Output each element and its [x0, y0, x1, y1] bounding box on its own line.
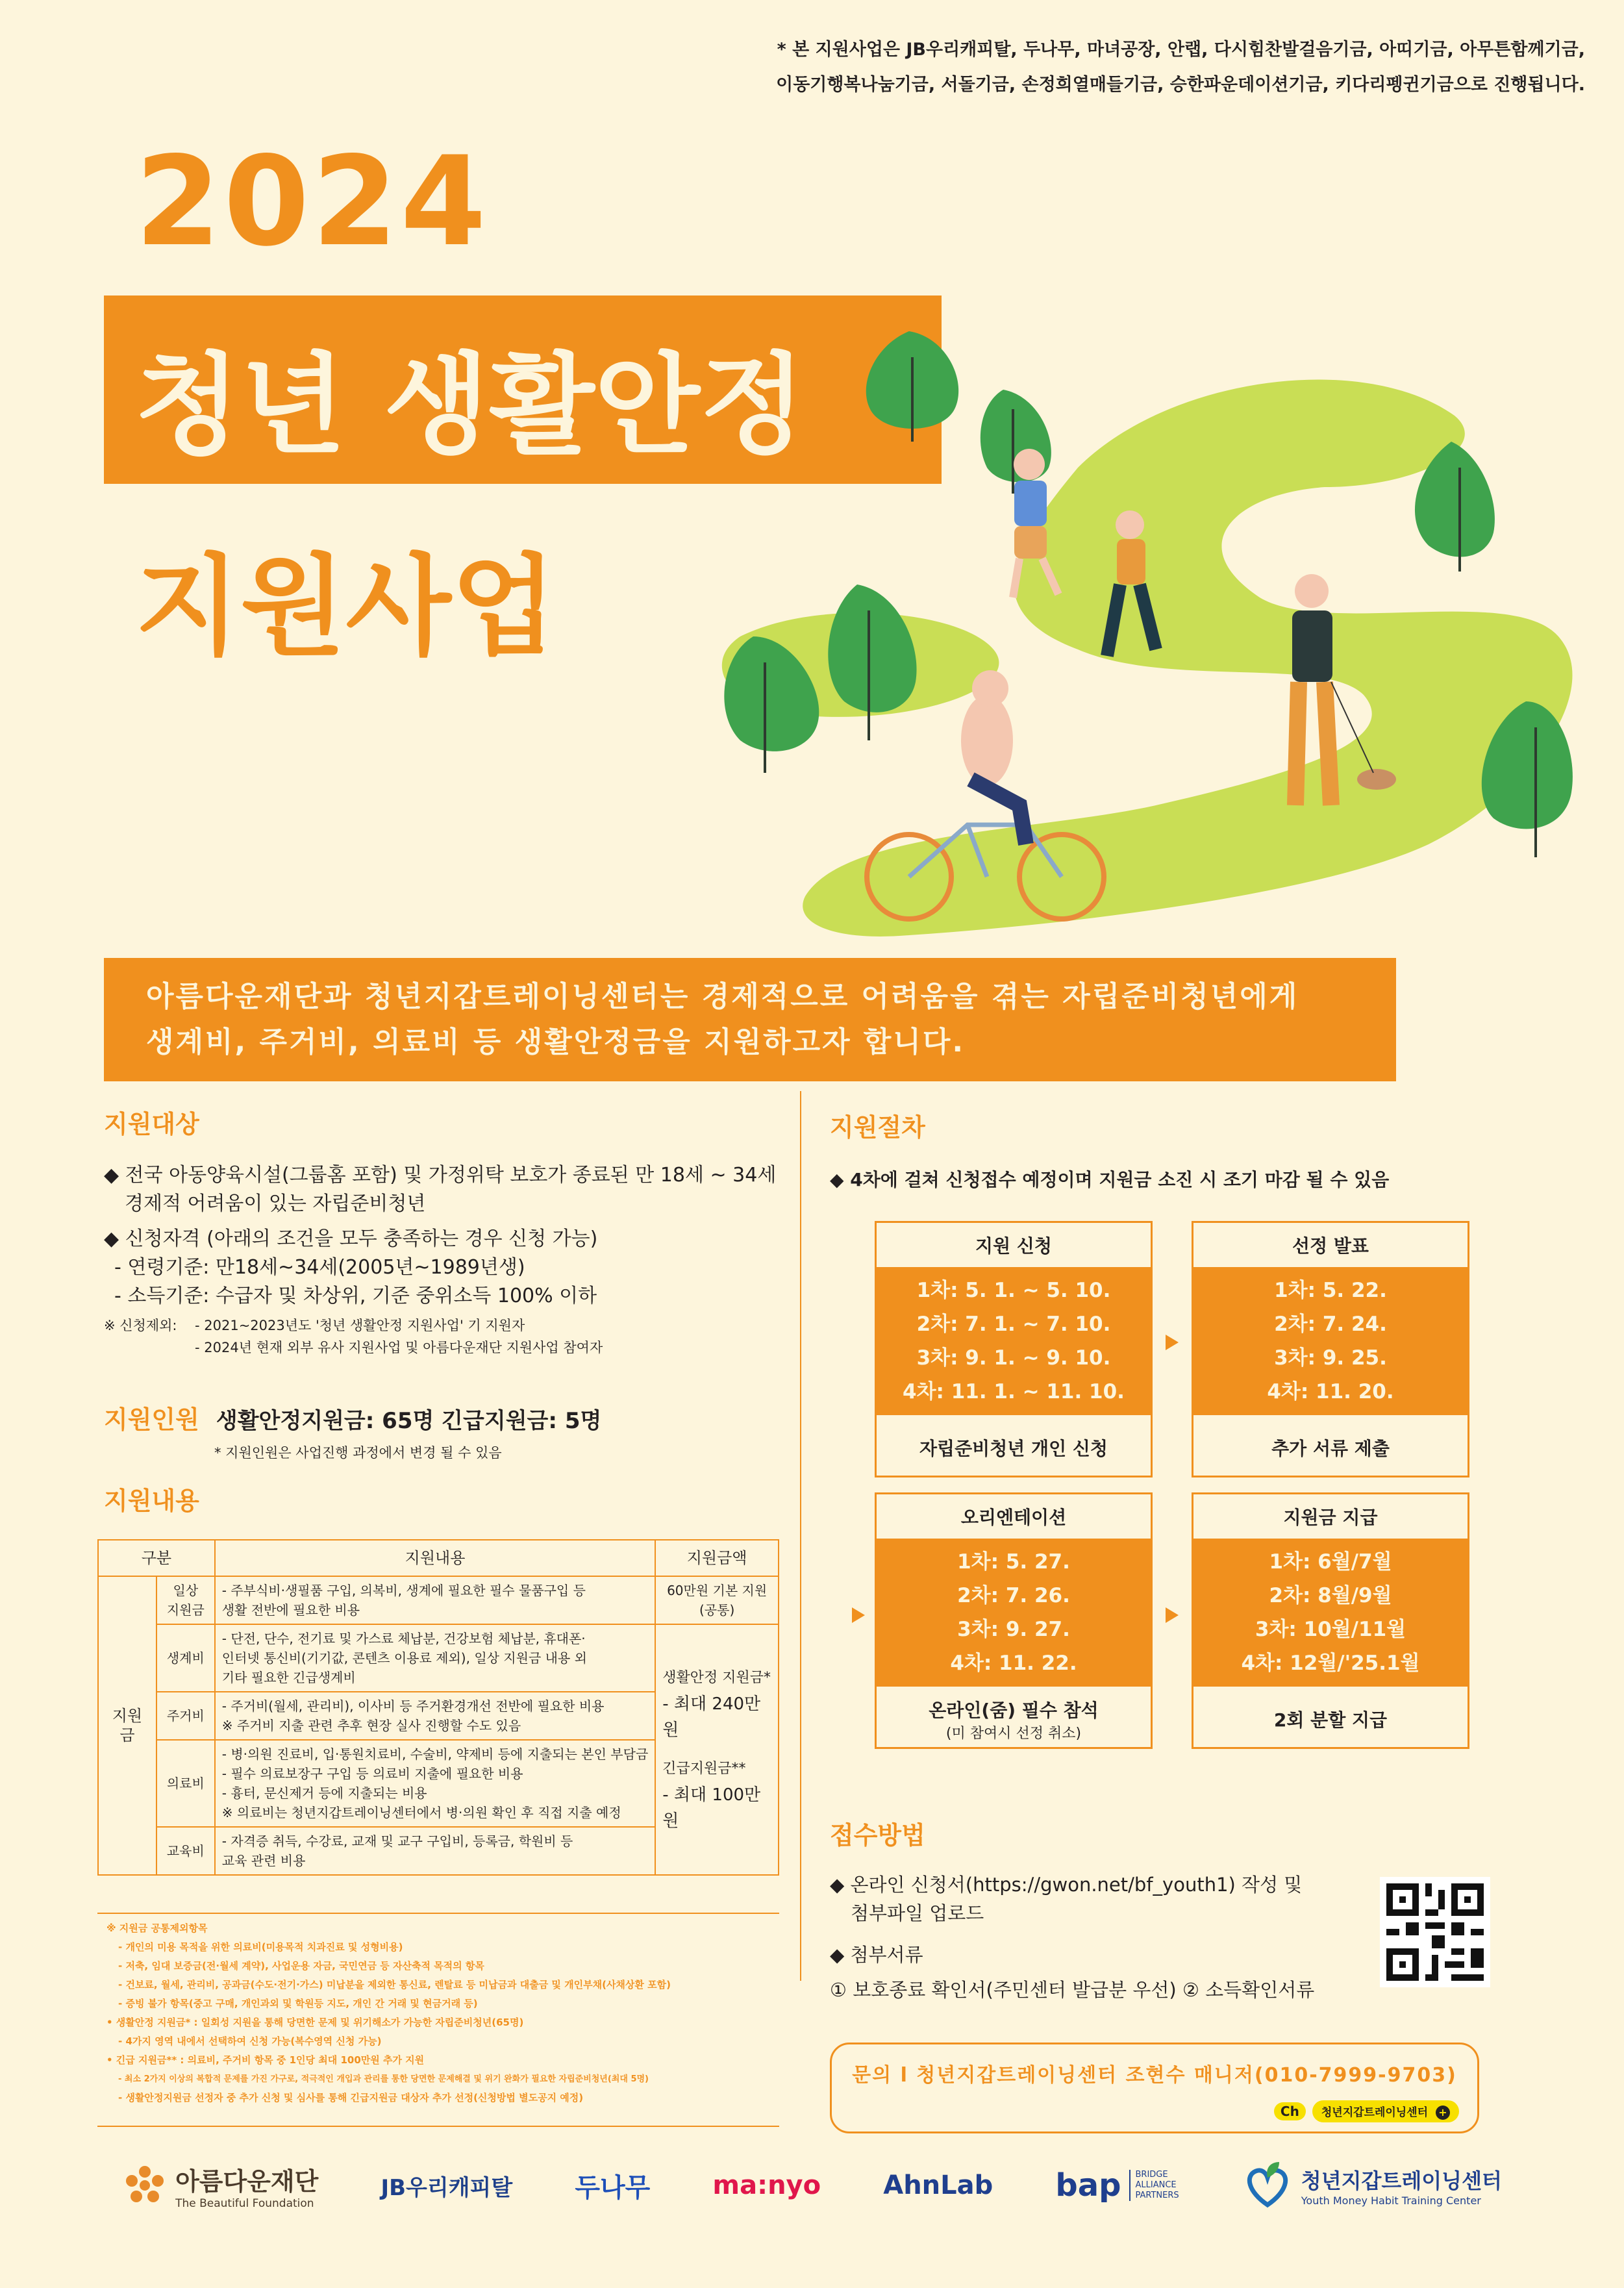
note-line: - 저축, 임대 보증금(전·월세 계약), 사업운용 자금, 국민연금 등 자산축적 목적의 항목: [118, 1960, 484, 1972]
note-line: ※ 지원금 공통제외항목: [106, 1922, 208, 1934]
exclude-label: ※ 신청제외:: [104, 1318, 177, 1333]
table-header: 구분: [98, 1540, 215, 1576]
exclusion-notes: [97, 1913, 779, 2127]
step-foot: 추가 서류 제출: [1271, 1438, 1390, 1459]
row-category: 교육비: [156, 1827, 215, 1875]
exclude-line2: - 2024년 현재 외부 유사 지원사업 및 아름다운재단 지원사업 참여자: [195, 1340, 603, 1355]
step-foot: [877, 1687, 1151, 1752]
step-schedule: [877, 1539, 1151, 1687]
step-schedule: [877, 1267, 1151, 1415]
step-line: 4차: 11. 20.: [1267, 1380, 1394, 1403]
table-header: 지원금액: [655, 1540, 779, 1576]
apply-docs-title: ◆ 첨부서류: [830, 1944, 923, 1966]
step-line: 1차: 5. 1. ~ 5. 10.: [916, 1279, 1111, 1302]
title-line1: 청년 생활안정: [135, 342, 806, 469]
amount-cell: [655, 1624, 779, 1875]
tree-icon: [866, 331, 958, 442]
contact-text: 문의 l 청년지갑트레이닝센터 조현수 매니저(010-7999-9703): [852, 2064, 1457, 2087]
table-row: [98, 1624, 779, 1692]
table-header: 지원내용: [215, 1540, 656, 1576]
target-item2: ◆ 신청자격 (아래의 조건을 모두 충족하는 경우 신청 가능): [104, 1227, 598, 1250]
note-line: - 생활안정지원금 선정자 중 추가 신청 및 심사를 통해 긴급지원금 대상자 추가 선정(신청방법 별도공지 예정): [118, 2092, 584, 2104]
step-line: 2차: 7. 26.: [957, 1584, 1070, 1607]
sponsor-note-line1: * 본 지원사업은 JB우리캐피탈, 두나무, 마녀공장, 안랩, 다시힘찬발걸음기금, 아띠기금, 아무튼함께기금,: [777, 40, 1585, 60]
step-line: 1차: 5. 22.: [1274, 1279, 1387, 1302]
logo-subtext: The Beautiful Foundation: [175, 2196, 314, 2210]
table-header-row: [98, 1540, 779, 1576]
kakao-channel[interactable]: [1274, 2100, 1459, 2122]
note-line: • 생활안정 지원금* : 일회성 지원을 통해 당면한 문제 및 위기해소가 가능한 자립준비청년(65명): [106, 2017, 524, 2028]
row-desc: - 단전, 단수, 전기료 및 가스료 체납분, 건강보험 체납분, 휴대폰· 인터넷 통신비(기기값, 콘텐츠 이용료 제외), 일상 지원금 내용 외 기타 필요한 긴급생계비: [215, 1624, 656, 1692]
amount-urgent-max: - 최대 100만원: [662, 1785, 761, 1831]
target-item1: ◆ 전국 아동양육시설(그룹홈 포함) 및 가정위탁 보호가 종료된 만 18세 ~ 34세: [104, 1164, 777, 1187]
row-category: 주거비: [156, 1692, 215, 1740]
target-income: - 소득기준: 수급자 및 차상위, 기준 중위소득 100% 이하: [114, 1285, 597, 1307]
manyo-logo: ma:nyo: [712, 2170, 821, 2200]
row-desc: - 자격증 취득, 수강료, 교재 및 교구 구입비, 등록금, 학원비 등 교육 관련 비용: [215, 1827, 656, 1875]
step-schedule: [1193, 1539, 1468, 1687]
logo-subtext: BRIDGE ALLIANCE PARTNERS: [1129, 2170, 1179, 2201]
step-head: 지원금 지급: [1283, 1507, 1378, 1528]
step-apply: [875, 1221, 1153, 1477]
step-foot-note: (미 참여시 선정 취소): [945, 1725, 1082, 1742]
target-section: [104, 1161, 779, 1359]
personnel-title: 지원인원: [104, 1405, 199, 1434]
bap-logo: [1055, 2167, 1179, 2204]
target-title: 지원대상: [104, 1110, 199, 1138]
apply-online-cont: 첨부파일 업로드: [851, 1902, 984, 1924]
row-category: 생계비: [156, 1624, 215, 1692]
support-table: [97, 1539, 779, 1876]
arrow-right-icon: [852, 1607, 865, 1623]
row-desc: - 주부식비·생필품 구입, 의복비, 생계에 필요한 필수 물품구입 등 생활 전반에 필요한 비용: [215, 1576, 656, 1624]
step-head: 선정 발표: [1292, 1235, 1369, 1257]
note-line: - 증빙 불가 항목(중고 구매, 개인과외 및 학원등 지도, 개인 간 거래 및 현금거래 등): [118, 1998, 478, 2009]
logo-text: 아름다운재단: [175, 2167, 319, 2196]
row-category: 일상 지원금: [156, 1576, 215, 1624]
logo-text: bap: [1055, 2167, 1121, 2204]
column-divider: [800, 1091, 801, 1981]
step-line: 3차: 9. 27.: [957, 1618, 1070, 1641]
channel-button[interactable]: [1312, 2100, 1459, 2122]
group-label: 지원금: [98, 1576, 156, 1875]
apply-docs: ① 보호종료 확인서(주민센터 발급분 우선) ② 소득확인서류: [830, 1979, 1315, 2001]
row-category: 의료비: [156, 1740, 215, 1827]
content-title: 지원내용: [104, 1487, 199, 1515]
year-title: 2024: [135, 130, 489, 273]
intro-line2: 생계비, 주거비, 의료비 등 생활안정금을 지원하고자 합니다.: [146, 1025, 966, 1059]
intro-text: [146, 974, 1380, 1065]
dunamu-logo: 두나무: [575, 2172, 651, 2203]
step-line: 3차: 9. 1. ~ 9. 10.: [916, 1346, 1111, 1370]
note-line: - 개인의 미용 목적을 위한 의료비(미용목적 치과진료 및 성형비용): [118, 1941, 403, 1953]
arrow-right-icon: [1166, 1335, 1179, 1350]
step-foot: 자립준비청년 개인 신청: [919, 1438, 1108, 1459]
logo-subtext: Youth Money Habit Training Center: [1301, 2194, 1481, 2207]
step-line: 1차: 5. 27.: [957, 1550, 1070, 1574]
amount-life: 생활안정 지원금*: [662, 1670, 771, 1686]
ahnlab-logo: AhnLab: [883, 2170, 993, 2200]
procedure-title: 지원절차: [830, 1113, 925, 1142]
procedure-note: ◆ 4차에 걸쳐 신청접수 예정이며 지원금 소진 시 조기 마감 될 수 있음: [830, 1169, 1390, 1190]
step-foot: 2회 분할 지급: [1273, 1709, 1388, 1731]
contact-box: [830, 2043, 1479, 2133]
personnel-note: * 지원인원은 사업진행 과정에서 변경 될 수 있음: [214, 1445, 502, 1461]
step-line: 2차: 7. 24.: [1274, 1313, 1387, 1336]
jb-logo: JB우리캐피탈: [381, 2174, 513, 2201]
note-line: • 긴급 지원금** : 의료비, 주거비 항목 중 1인당 최대 100만원 추가 지원: [106, 2054, 425, 2066]
apply-title: 접수방법: [830, 1821, 925, 1850]
heart-leaf-icon: [1242, 2159, 1293, 2211]
channel-icon: Ch: [1274, 2102, 1306, 2120]
step-line: 4차: 12월/'25.1월: [1241, 1652, 1420, 1675]
sponsor-note: [676, 32, 1585, 103]
sponsor-logos: [0, 2146, 1624, 2224]
amount-life-max: - 최대 240만원: [662, 1694, 761, 1740]
step-orientation: [875, 1492, 1153, 1749]
plus-icon: +: [1436, 2106, 1450, 2120]
step-foot-line: 온라인(줌) 필수 참석: [929, 1699, 1099, 1721]
row-desc: - 주거비(월세, 관리비), 이사비 등 주거환경개선 전반에 필요한 비용 ※ 주거비 지출 관련 추후 현장 실사 진행할 수도 있음: [215, 1692, 656, 1740]
step-announce: [1192, 1221, 1469, 1477]
intro-line1: 아름다운재단과 청년지갑트레이닝센터는 경제적으로 어려움을 겪는 자립준비청년에게: [146, 980, 1299, 1013]
step-head: 오리엔테이션: [960, 1507, 1067, 1528]
target-item1-cont: 경제적 어려움이 있는 자립준비청년: [125, 1192, 426, 1215]
apply-section: [830, 1870, 1362, 2004]
title-line2: 지원사업: [135, 543, 557, 670]
flower-icon: [122, 2163, 168, 2208]
row-desc: - 병·의원 진료비, 입·통원치료비, 수술비, 약제비 등에 지출되는 본인 부담금 - 필수 의료보장구 구입 등 의료비 지출에 필요한 비용 - 흉터, 문신제거 등에 지출되는 비용 ※ 의료비는 청년지갑트레이닝센터에서 병·의원 확인 후 직접 지출 예정: [215, 1740, 656, 1827]
sponsor-note-line2: 이동기행복나눔기금, 서돌기금, 손정희열매들기금, 승한파운데이션기금, 키다리펭귄기금으로 진행됩니다.: [776, 75, 1585, 95]
note-line: - 건보료, 월세, 관리비, 공과금(수도·전기·가스) 미납분을 제외한 통신료, 렌탈료 등 미납금과 대출금 및 개인부채(사채상환 포함): [118, 1979, 671, 1991]
note-line: - 최소 2가지 이상의 복합적 문제를 가진 가구로, 적극적인 개입과 관리를 통한 당면한 문제해결 및 위기 완화가 필요한 자립준비청년(최대 5명): [118, 2074, 649, 2084]
personnel-value: 생활안정지원금: 65명 긴급지원금: 5명: [216, 1408, 602, 1434]
row-amount: 60만원 기본 지원 (공통): [655, 1576, 779, 1624]
target-exclude: [104, 1314, 779, 1359]
tree-icon: [981, 390, 1051, 494]
step-schedule: [1193, 1267, 1468, 1415]
step-line: 3차: 9. 25.: [1274, 1346, 1387, 1370]
exclude-line1: - 2021~2023년도 '청년 생활안정 지원사업' 기 지원자: [195, 1318, 525, 1333]
park-illustration: [714, 273, 1610, 961]
tree-icon: [828, 585, 916, 740]
qr-code-icon[interactable]: [1380, 1877, 1490, 1987]
personnel-row: [104, 1400, 601, 1435]
step-head: 지원 신청: [975, 1235, 1052, 1257]
note-line: - 4가지 영역 내에서 선택하여 신청 가능(복수영역 신청 가능): [118, 2035, 382, 2047]
step-line: 2차: 8월/9월: [1269, 1584, 1392, 1607]
step-line: 3차: 10월/11월: [1255, 1618, 1406, 1641]
step-line: 2차: 7. 1. ~ 7. 10.: [916, 1313, 1111, 1336]
target-age: - 연령기준: 만18세~34세(2005년~1989년생): [114, 1256, 525, 1279]
step-payment: [1192, 1492, 1469, 1749]
beautiful-foundation-logo: [122, 2161, 318, 2210]
table-row: [98, 1576, 779, 1624]
step-line: 4차: 11. 1. ~ 11. 10.: [903, 1380, 1125, 1403]
channel-name: 청년지갑트레이닝센터: [1321, 2106, 1429, 2119]
arrow-right-icon: [1166, 1607, 1179, 1623]
step-line: 4차: 11. 22.: [950, 1652, 1077, 1675]
apply-online: ◆ 온라인 신청서(https://gwon.net/bf_youth1) 작성 및: [830, 1874, 1303, 1896]
step-line: 1차: 6월/7월: [1269, 1550, 1392, 1574]
amount-urgent: 긴급지원금**: [662, 1761, 746, 1777]
ymc-logo: [1242, 2159, 1502, 2211]
logo-text: 청년지갑트레이닝센터: [1301, 2168, 1502, 2193]
